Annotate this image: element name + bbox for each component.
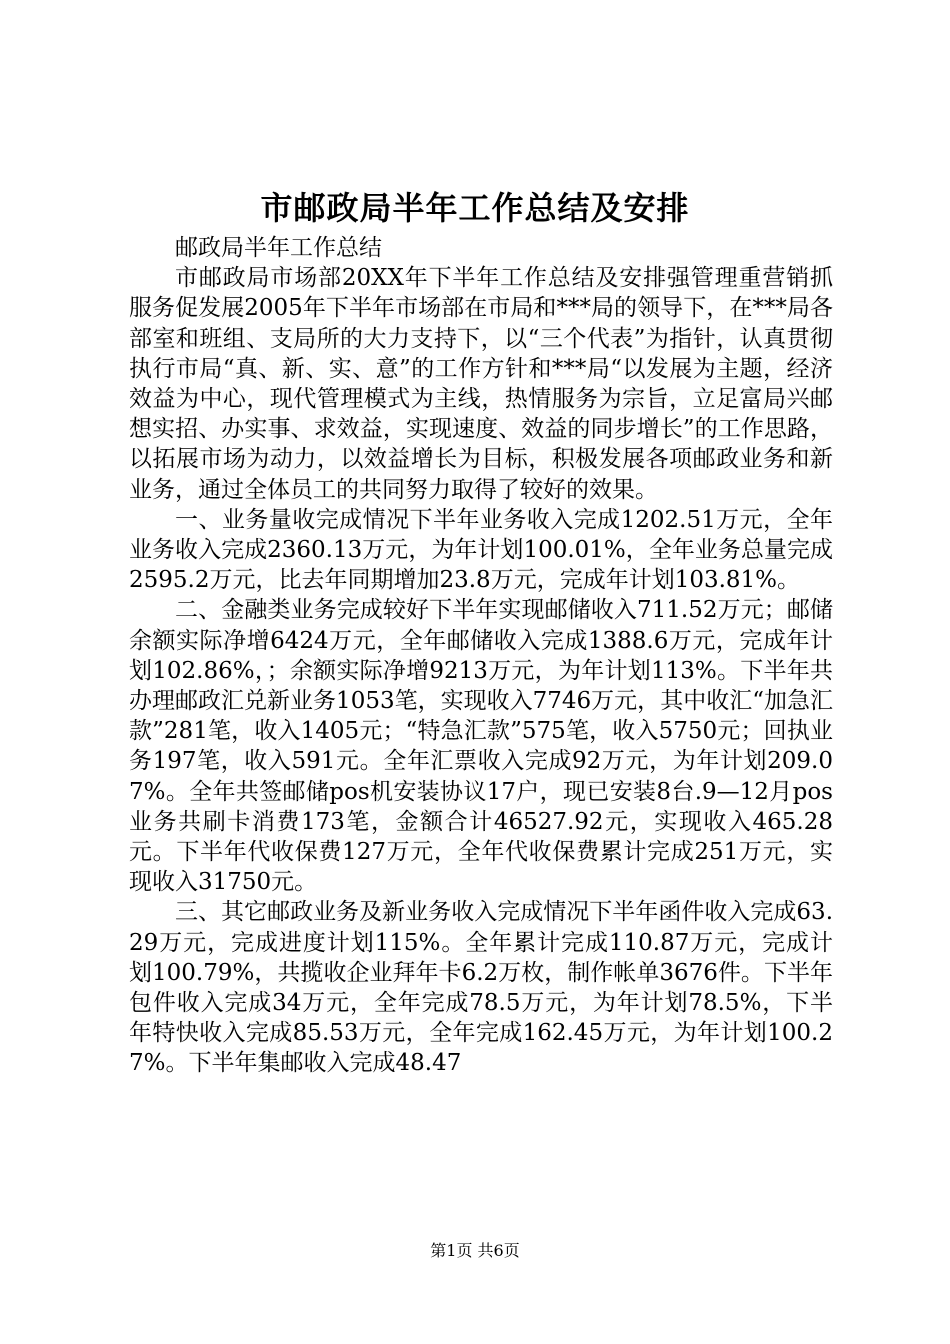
document-title: 市邮政局半年工作总结及安排 (260, 189, 690, 227)
paragraph-subtitle: 邮政局半年工作总结 (175, 235, 382, 261)
page-footer: 第1页 共6页 (430, 1241, 520, 1260)
paragraph-section-1: 一、业务量收完成情况下半年业务收入完成1202.51万元，全年业务收入完成2360.13万元，为年计划100.01%，全年业务总量完成2595.2万元，比去年同期增加23.8万元，完成年计划103.81%。 (129, 506, 833, 594)
paragraph-intro: 市邮政局市场部20XX年下半年工作总结及安排强管理重营销抓服务促发展2005年下半年市场部在市局和***局的领导下，在***局各部室和班组、支局所的大力支持下，以“三个代表”为指针，认真贯彻执行市局“真、新、实、意”的工作方针和***局“以发展为主题，经济效益为中心，现代管理模式为主线，热情服务为宗旨，立足富局兴邮想实招、办实事、求效益，实现速度、效益的同步增长”的工作思路，以拓展市场为动力，以效益增长为目标，积极发展各项邮政业务和新业务，通过全体员工的共同努力取得了较好的效果。 (129, 265, 833, 503)
paragraph-section-2: 二、金融类业务完成较好下半年实现邮储收入711.52万元；邮储余额实际净增6424万元，全年邮储收入完成1388.6万元，完成年计划102.86%，；余额实际净增9213万元，为年计划113%。下半年共办理邮政汇兑新业务1053笔，实现收入7746万元，其中收汇“加急汇款”281笔，收入1405元；“特急汇款”575笔，收入5750元；回执业务197笔，收入591元。全年汇票收入完成92万元，为年计划209.07%。全年共签邮储pos机安装协议17户，现已安装8台.9—12月pos业务共刷卡消费173笔，金额合计46527.92元，实现收入465.28元。下半年代收保费127万元，全年代收保费累计完成251万元，实现收入31750元。 (129, 597, 833, 896)
paragraph-section-3: 三、其它邮政业务及新业务收入完成情况下半年函件收入完成63.29万元，完成进度计划115%。全年累计完成110.87万元，完成计划100.79%，共揽收企业拜年卡6.2万枚，制作帐单3676件。下半年包件收入完成34万元，全年完成78.5万元，为年计划78.5%，下半年特快收入完成85.53万元，全年完成162.45万元，为年计划100.27%。下半年集邮收入完成48.47 (129, 899, 833, 1077)
document-body (129, 233, 833, 1079)
